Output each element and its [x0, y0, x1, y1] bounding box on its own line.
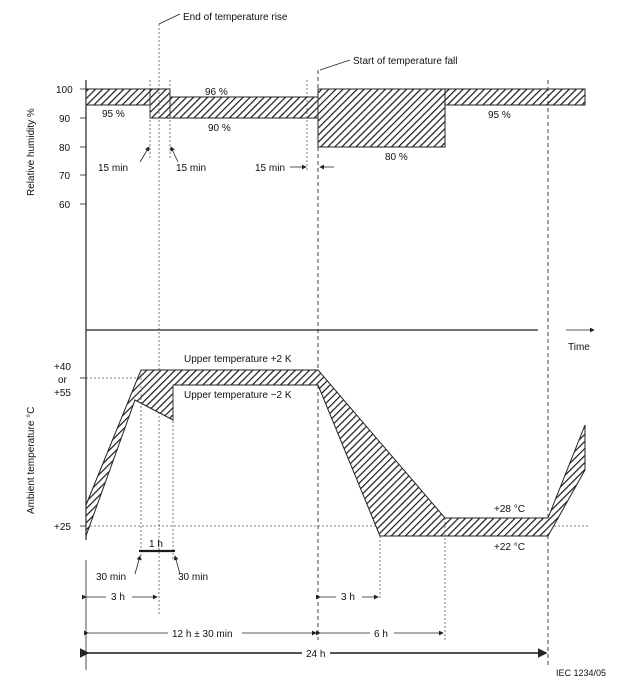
start-of-fall-leader [320, 60, 350, 70]
band-95-left [86, 89, 150, 105]
tick-plus55: +55 [54, 388, 71, 399]
dim-30min-a: 30 min [96, 572, 127, 583]
rh-90: 90 % [208, 123, 231, 134]
dim-3h-a-label: 3 h [111, 592, 125, 603]
dim-3h-b-label: 3 h [341, 592, 355, 603]
figure-reference: IEC 1234/05 [556, 668, 607, 678]
dim-1h-label: 1 h [149, 539, 163, 550]
lower-28-label: +28 °C [494, 504, 525, 515]
tick-or: or [58, 375, 67, 386]
rh-95-right: 95 % [488, 110, 511, 121]
dim-30min-b: 30 min [178, 572, 209, 583]
upper-plus-label: Upper temperature +2 K [184, 354, 292, 365]
tick-plus40: +40 [54, 362, 71, 373]
tick-60: 60 [59, 200, 71, 211]
temperature-axis-label: Ambient temperature °C [26, 406, 37, 514]
start-of-fall-label: Start of temperature fall [353, 56, 458, 67]
interval-2-arrow [171, 147, 178, 162]
tick-70: 70 [59, 171, 71, 182]
rh-95-left: 95 % [102, 109, 125, 120]
rh-interval-1: 15 min [98, 163, 129, 174]
band-96-90 [170, 97, 318, 118]
rh-interval-2: 15 min [176, 163, 207, 174]
time-label: Time [568, 342, 590, 353]
humidity-axis-label: Relative humidity % [26, 108, 37, 196]
tick-100: 100 [56, 85, 73, 96]
upper-minus-label: Upper temperature −2 K [184, 390, 292, 401]
interval-1-arrow [140, 147, 149, 162]
band-95-right [445, 89, 585, 105]
rh-interval-3: 15 min [255, 163, 286, 174]
rh-80: 80 % [385, 152, 408, 163]
lower-22-label: +22 °C [494, 542, 525, 553]
tick-plus25: +25 [54, 522, 71, 533]
dim-6h-label: 6 h [374, 629, 388, 640]
dim-12h-label: 12 h ± 30 min [172, 629, 233, 640]
dim-24h-label: 24 h [306, 649, 326, 660]
end-of-rise-label: End of temperature rise [183, 12, 288, 23]
humidity-ticks [56, 85, 86, 211]
end-of-rise-leader [159, 14, 180, 24]
rh-96: 96 % [205, 87, 228, 98]
band-80 [318, 89, 445, 147]
dim-30min-a-arrow [135, 556, 140, 574]
tick-90: 90 [59, 114, 71, 125]
tick-80: 80 [59, 143, 71, 154]
band-rise-transition [150, 89, 170, 118]
